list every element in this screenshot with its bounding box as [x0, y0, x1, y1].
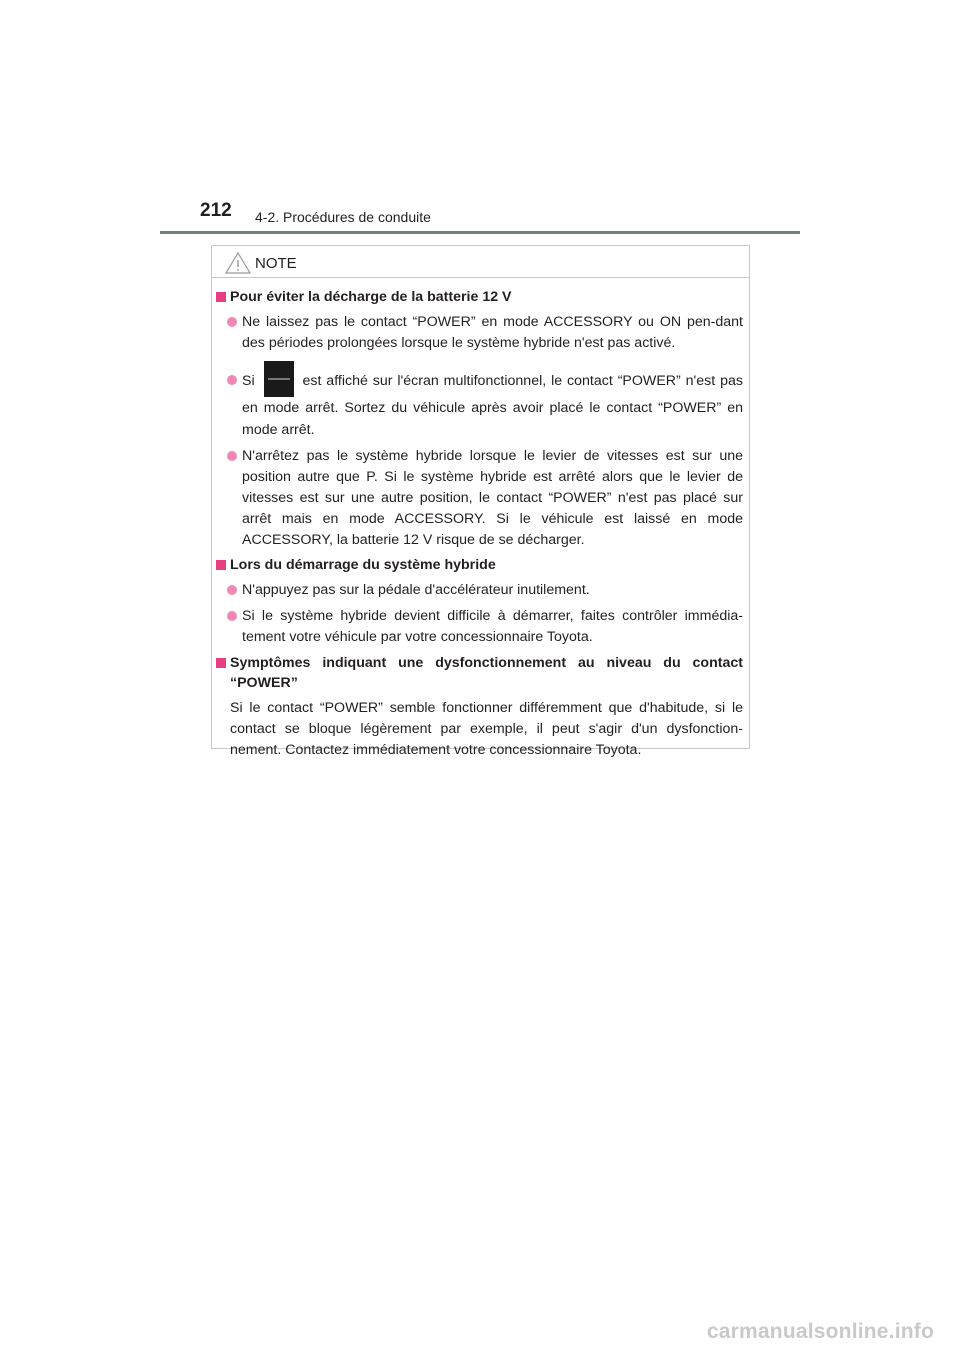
circle-bullet-icon	[227, 375, 237, 385]
section-heading	[216, 555, 743, 576]
list-item-text: N'appuyez pas sur la pédale d'accélérateur inutilement.	[242, 582, 590, 599]
list-item	[216, 446, 743, 550]
list-item	[216, 361, 743, 441]
circle-bullet-icon	[227, 585, 237, 595]
square-bullet-icon	[216, 292, 226, 302]
section-heading-text: Symptômes indiquant une dysfonctionnement au niveau du contact “POWER”	[230, 654, 743, 692]
note-box	[211, 245, 750, 758]
circle-bullet-icon	[227, 317, 237, 327]
section-heading	[216, 287, 743, 308]
list-item	[216, 606, 743, 648]
section-paragraph: Si le contact “POWER” semble fonctionner différemment que d'habitude, si le contact se bloque légèrement par exemple, il peut s'agir d'un dysfonction-nement. Contactez immédiatement votre concessionnaire Toyota.	[230, 700, 743, 758]
square-bullet-icon	[216, 560, 226, 570]
list-item	[216, 312, 743, 354]
header-rule	[160, 231, 800, 234]
section-heading-text: Lors du démarrage du système hybride	[230, 557, 496, 574]
section-title: 4-2. Procédures de conduite	[255, 209, 431, 225]
list-item-text: est affiché sur l'écran multifonctionnel, le contact “POWER” n'est pas en mode arrêt. Sortez du véhicule après avoir placé le contact “POWER” en mode arrêt.	[242, 373, 743, 439]
note-content	[216, 287, 743, 761]
watermark: carmanualsonline.info	[706, 1320, 934, 1343]
page-number: 212	[200, 200, 232, 221]
note-label: NOTE	[255, 255, 297, 272]
page-header	[0, 0, 960, 240]
list-item-text: Si	[242, 373, 255, 390]
list-item	[216, 580, 743, 601]
section-heading	[216, 653, 743, 695]
square-bullet-icon	[216, 658, 226, 668]
list-item-text: N'arrêtez pas le système hybride lorsque le levier de vitesses est sur une position autre que P. Si le système hybride est arrêté alors que le levier de vitesses est sur une autre position, le contact “POWER” n'est pas placé sur arrêt mais en mode ACCESSORY. Si le véhicule est laissé en mode ACCESSORY, la batterie 12 V risque de se décharger.	[242, 448, 743, 548]
warning-triangle-icon	[225, 252, 251, 274]
list-item-text: Si le système hybride devient difficile à démarrer, faites contrôler immédia-tement votre véhicule par votre concessionnaire Toyota.	[242, 607, 743, 645]
circle-bullet-icon	[227, 451, 237, 461]
section-heading-text: Pour éviter la décharge de la batterie 12 V	[230, 289, 512, 305]
note-header	[212, 246, 749, 278]
power-display-icon	[264, 361, 294, 397]
circle-bullet-icon	[227, 611, 237, 621]
list-item-text: Ne laissez pas le contact “POWER” en mode ACCESSORY ou ON pen-dant des périodes prolongées lorsque le système hybride n'est pas activé.	[242, 313, 743, 351]
